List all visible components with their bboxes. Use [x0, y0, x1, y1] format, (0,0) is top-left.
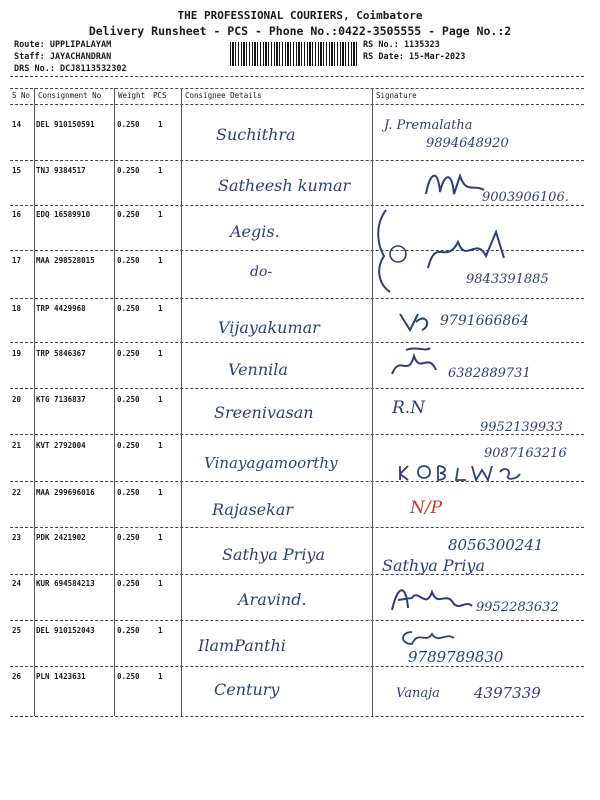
signature-scribble [420, 164, 490, 200]
receiver-phone: 9791666864 [440, 313, 530, 329]
row-weight: 0.250 [117, 210, 140, 219]
row-weight: 0.250 [117, 256, 140, 265]
row-sno: 22 [12, 488, 22, 497]
row-rule [10, 434, 584, 435]
row-consignment: PDK 2421902 [36, 533, 86, 542]
row-weight: 0.250 [117, 488, 140, 497]
signature-scribble [398, 626, 458, 650]
receiver-signature: J. Premalatha [384, 118, 473, 133]
row-sno: 19 [12, 349, 22, 358]
receiver-phone: 9952283632 [476, 600, 559, 615]
row-pcs: 1 [158, 626, 163, 635]
consignee-name: Satheesh kumar [218, 176, 351, 195]
receiver-phone: 8056300241 [448, 536, 544, 554]
row-rule [10, 298, 584, 299]
column-divider [34, 88, 35, 716]
receiver-signature: Vanaja [396, 686, 440, 701]
row-pcs: 1 [158, 210, 163, 219]
rs-number: RS No.: 1135323 [363, 40, 440, 50]
column-header-pcs: PCS [153, 91, 167, 100]
receiver-signature: Sathya Priya [382, 556, 486, 575]
row-pcs: 1 [158, 166, 163, 175]
receiver-phone: 9952139933 [480, 420, 563, 435]
row-pcs: 1 [158, 672, 163, 681]
row-consignment: MAA 298528015 [36, 256, 95, 265]
consignee-name: Suchithra [216, 125, 296, 144]
row-rule [10, 574, 584, 575]
row-consignment: TRP 4429968 [36, 304, 86, 313]
receiver-signature: R.N [392, 398, 426, 418]
runsheet-subtitle: Delivery Runsheet - PCS - Phone No.:0422-3505555 - Page No.:2 [88, 24, 512, 38]
row-weight: 0.250 [117, 441, 140, 450]
row-sno: 17 [12, 256, 22, 265]
row-weight: 0.250 [117, 349, 140, 358]
receiver-phone: 6382889731 [448, 366, 531, 381]
row-weight: 0.250 [117, 533, 140, 542]
consignee-name: Vinayagamoorthy [204, 454, 338, 472]
staff-label: Staff: JAYACHANDRAN [14, 52, 112, 62]
row-consignment: MAA 299696016 [36, 488, 95, 497]
row-sno: 23 [12, 533, 22, 542]
row-pcs: 1 [158, 579, 163, 588]
row-rule [10, 481, 584, 482]
row-pcs: 1 [158, 488, 163, 497]
row-pcs: 1 [158, 256, 163, 265]
consignee-name: Aegis. [230, 222, 280, 241]
row-pcs: 1 [158, 304, 163, 313]
barcode-image [230, 42, 358, 66]
consignee-name: Vennila [228, 360, 288, 379]
row-sno: 16 [12, 210, 22, 219]
consignee-name: do- [250, 264, 273, 280]
row-sno: 15 [12, 166, 22, 175]
column-header-sno: S No [12, 91, 31, 100]
row-consignment: KTG 7136837 [36, 395, 86, 404]
column-divider [114, 88, 115, 716]
signature-scribble [396, 310, 436, 334]
table-header-rule [10, 104, 584, 105]
row-rule [10, 666, 584, 667]
row-consignment: DEL 910152043 [36, 626, 95, 635]
column-divider [372, 88, 373, 716]
not-present-mark: N/P [410, 498, 443, 518]
row-consignment: TNJ 9384517 [36, 166, 86, 175]
receiver-phone: 9789789830 [408, 648, 504, 666]
consignee-name: Aravind. [238, 590, 307, 609]
rs-date: RS Date: 15-Mar-2023 [363, 52, 466, 62]
column-header-signature: Signature [376, 91, 417, 100]
row-pcs: 1 [158, 395, 163, 404]
column-header-consignment: Consignment No [38, 91, 102, 100]
signature-scribble [386, 344, 442, 382]
consignee-name: Century [214, 680, 280, 699]
row-weight: 0.250 [117, 120, 140, 129]
row-consignment: TRP 5846367 [36, 349, 86, 358]
consignee-name: Vijayakumar [218, 318, 320, 337]
receiver-phone: 9003906106. [482, 190, 569, 205]
row-rule [10, 620, 584, 621]
column-header-weight: Weight [118, 91, 146, 100]
header-rule [10, 76, 584, 77]
row-consignment: EDQ 16589910 [36, 210, 91, 219]
company-title: THE PROFESSIONAL COURIERS, Coimbatore [177, 9, 423, 22]
column-divider [181, 88, 182, 716]
consignee-name: Sreenivasan [214, 403, 314, 422]
row-consignment: PLN 1423631 [36, 672, 86, 681]
receiver-phone: 9894648920 [426, 136, 509, 151]
row-pcs: 1 [158, 441, 163, 450]
row-rule [10, 527, 584, 528]
row-sno: 25 [12, 626, 22, 635]
receiver-phone: 4397339 [474, 684, 541, 702]
row-weight: 0.250 [117, 166, 140, 175]
row-consignment: KVT 2792004 [36, 441, 86, 450]
row-weight: 0.250 [117, 626, 140, 635]
row-rule [10, 388, 584, 389]
row-weight: 0.250 [117, 304, 140, 313]
receiver-phone: 9087163216 [484, 446, 567, 461]
row-sno: 21 [12, 441, 22, 450]
consignee-name: Rajasekar [212, 500, 294, 519]
row-weight: 0.250 [117, 579, 140, 588]
drs-label: DRS No.: DCJ8113532302 [14, 64, 127, 74]
signature-scribble [386, 580, 476, 616]
table-top-rule [10, 88, 584, 89]
row-pcs: 1 [158, 533, 163, 542]
row-pcs: 1 [158, 120, 163, 129]
row-sno: 24 [12, 579, 22, 588]
row-weight: 0.250 [117, 672, 140, 681]
row-weight: 0.250 [117, 395, 140, 404]
consignee-name: Sathya Priya [222, 545, 326, 564]
row-sno: 26 [12, 672, 22, 681]
row-sno: 20 [12, 395, 22, 404]
row-sno: 18 [12, 304, 22, 313]
column-header-consignee: Consignee Details [185, 91, 262, 100]
row-rule [10, 160, 584, 161]
row-pcs: 1 [158, 349, 163, 358]
receiver-phone: 9843391885 [466, 272, 549, 287]
row-consignment: KUR 694584213 [36, 579, 95, 588]
route-label: Route: UPPLIPALAYAM [14, 40, 112, 50]
row-consignment: DEL 910150591 [36, 120, 95, 129]
row-rule [10, 342, 584, 343]
table-bottom-rule [10, 716, 584, 717]
consignee-name: IlamPanthi [198, 636, 286, 655]
row-sno: 14 [12, 120, 22, 129]
